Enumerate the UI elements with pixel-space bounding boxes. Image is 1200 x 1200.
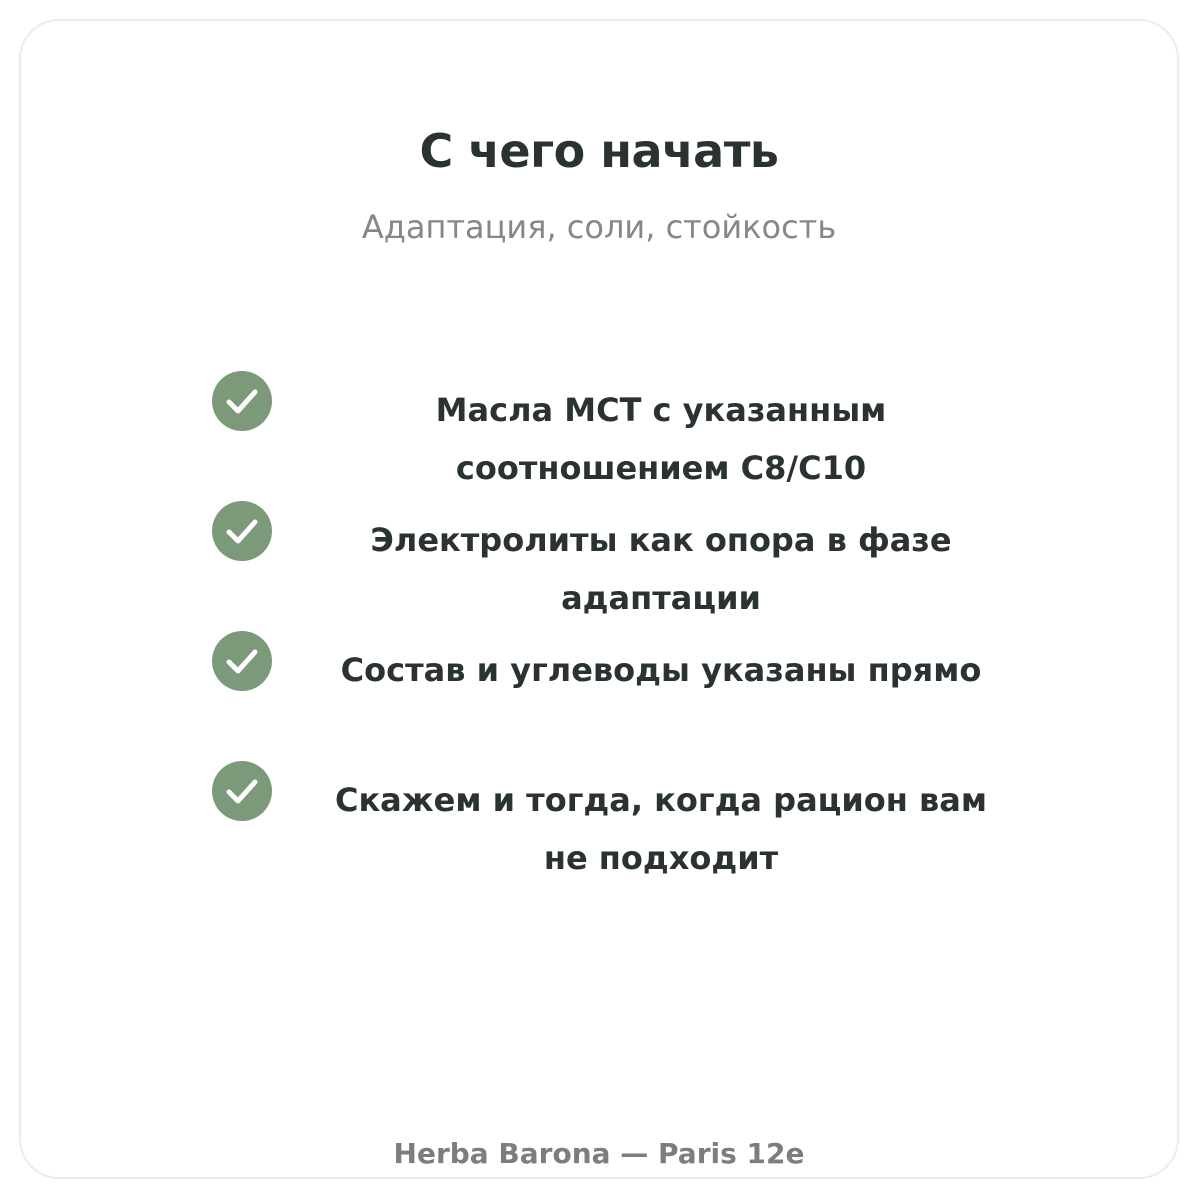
check-circle-icon (212, 631, 272, 691)
check-circle-icon (212, 371, 272, 431)
page-title: С чего начать (419, 124, 779, 178)
list-item-text: Масла МСТ с указанным соотношением C8/C10 (435, 391, 887, 487)
list-item-text: Электролиты как опора в фазе адаптации (370, 521, 952, 617)
footer-brand: Herba Barona — Paris 12e (393, 1137, 805, 1170)
list-item-text: Состав и углеводы указаны прямо (340, 651, 982, 689)
checklist (21, 21, 1177, 1177)
check-circle-icon (212, 501, 272, 561)
info-card (19, 19, 1179, 1179)
list-item-text: Скажем и тогда, когда рацион вам не подходит (334, 781, 988, 877)
check-circle-icon (212, 761, 272, 821)
page-subtitle: Адаптация, соли, стойкость (361, 208, 837, 246)
